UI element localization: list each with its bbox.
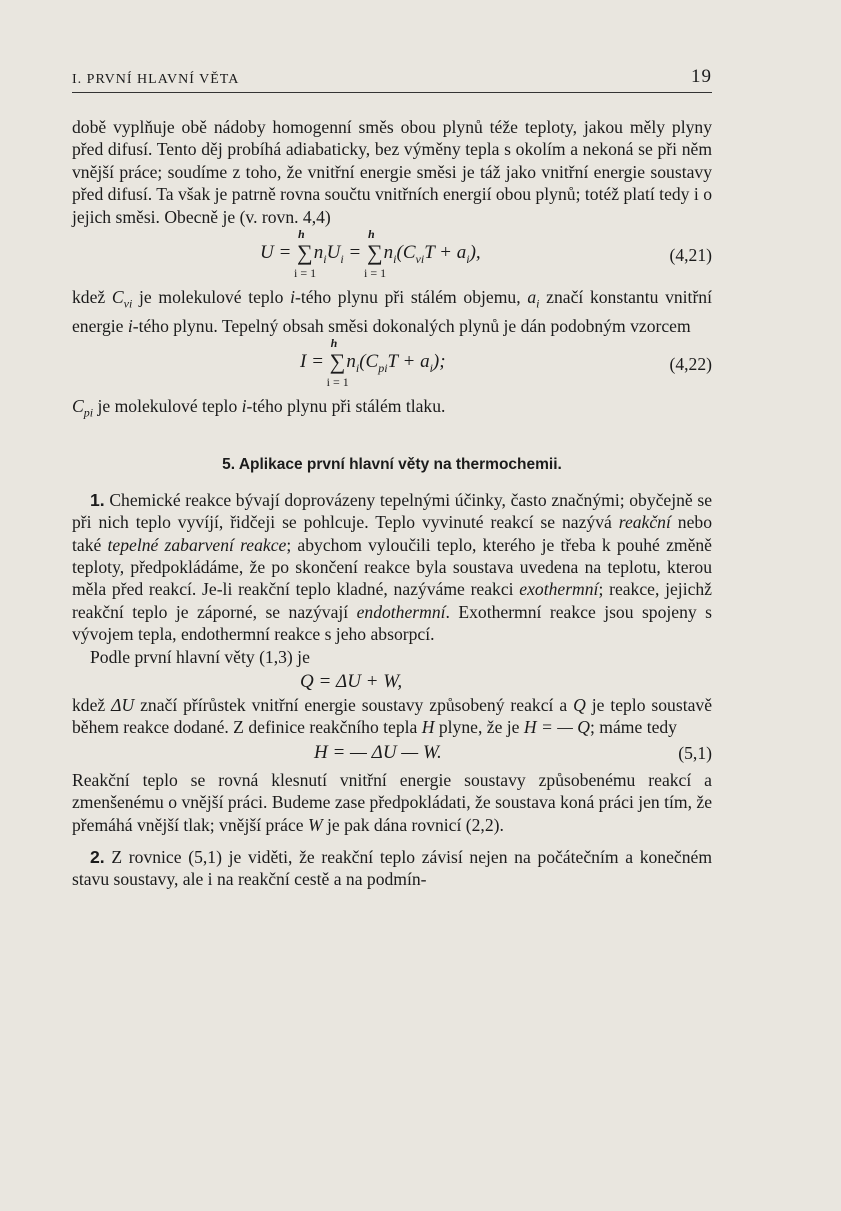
equation-q	[72, 668, 712, 694]
equation-4-21	[72, 227, 712, 281]
paragraph-4: 1. Chemické reakce bývají doprovázeny tepelnými účinky, často značnými; obyčejně se při nich teplo vyvíjí, řidčeji se pohlcuje. Teplo vyvinuté reakcí se nazývá reakční nebo také tepelné zabarvení reakce; abychom vyloučili teplo, kterého je třeba k pouhé změně teploty, předpokládáme, že po skončení reakce byla soustava uvedena na teplotu, kterou měla před reakcí. Je-li reakční teplo kladné, nazýváme reakci exothermní; reakce, jejichž reakční teplo je záporné, se nazývají endothermní. Exothermní reakce jsou spojeny s vývojem tepla, endothermní reakce s jeho absorpcí.	[72, 489, 712, 645]
sum-symbol: ∑ h i = 1	[294, 227, 317, 281]
equation-5-1	[72, 739, 712, 765]
paragraph-2: kdež $C_{vi}$ je molekulové teplo i-tého plynu při stálém objemu, $a_i$ značí konstantu vnitřní energie i-tého plynu. Tepelný obsah směsi dokonalých plynů je dán podobným vzorcem	[72, 287, 712, 336]
paragraph-3: $C_{pi}$ je molekulové teplo i-tého plynu při stálém tlaku.	[72, 396, 446, 420]
section-heading: 5. Aplikace první hlavní věty na thermochemii.	[222, 456, 562, 474]
paragraph-1: době vyplňuje obě nádoby homogenní směs obou plynů téže teploty, jakou měly plyny před difusí. Tento děj probíhá adiabaticky, bez výměny tepla s okolím a nekoná se při něm vnější práce; soudíme z toho, že vnitřní energie směsi je táž jako vnitřní energie soustavy před difusí. Ta však je patrně rovna součtu vnitřních energií obou plynů; totéž platí tedy i o jejich směsi. Obecně je (v. rovn. 4,4)	[72, 117, 712, 227]
equation-q-expression: Q = ΔU + W,	[300, 670, 403, 692]
equation-label: (5,1)	[678, 742, 712, 763]
equation-4-21-expression: U = ∑ h i = 1 $n_iU_i$ = ∑ h i = 1 $n_i(C_{vi}T + a_i)$,	[260, 227, 481, 281]
sum-symbol: ∑ h i = 1	[326, 336, 349, 390]
page-body	[72, 116, 712, 891]
paragraph-6: kdež ΔU značí přírůstek vnitřní energie soustavy způsobený reakcí a Q je teplo soustavě během reakce dodané. Z definice reakčního tepla H plyne, že je H = — Q; máme tedy	[72, 694, 712, 738]
running-header	[72, 66, 712, 93]
paragraph-5: Podle první hlavní věty (1,3) je	[90, 646, 310, 667]
equation-label: (4,21)	[669, 245, 712, 266]
equation-4-22	[72, 336, 712, 390]
sum-symbol: ∑ h i = 1	[363, 227, 387, 281]
equation-4-22-expression: I = ∑ h i = 1 $n_i(C_{pi}T + a_i)$;	[300, 336, 446, 390]
page-number: 19	[691, 66, 712, 87]
paragraph-8: 2. Z rovnice (5,1) je viděti, že reakční teplo závisí nejen na počátečním a konečném stavu soustavy, ale i na reakční cestě a na podmín-	[72, 846, 713, 890]
equation-label: (4,22)	[669, 354, 712, 375]
paragraph-7: Reakční teplo se rovná klesnutí vnitřní energie soustavy způsobenému reakcí a zmenšenému o vnější práci. Budeme zase předpokládati, že soustava koná práci jen tím, že přemáhá vnější tlak; vnější práce W je pak dána rovnicí (2,2).	[72, 769, 712, 835]
running-title: I. PRVNÍ HLAVNÍ VĚTA	[72, 72, 240, 87]
equation-5-1-expression: H = — ΔU — W.	[314, 741, 442, 763]
